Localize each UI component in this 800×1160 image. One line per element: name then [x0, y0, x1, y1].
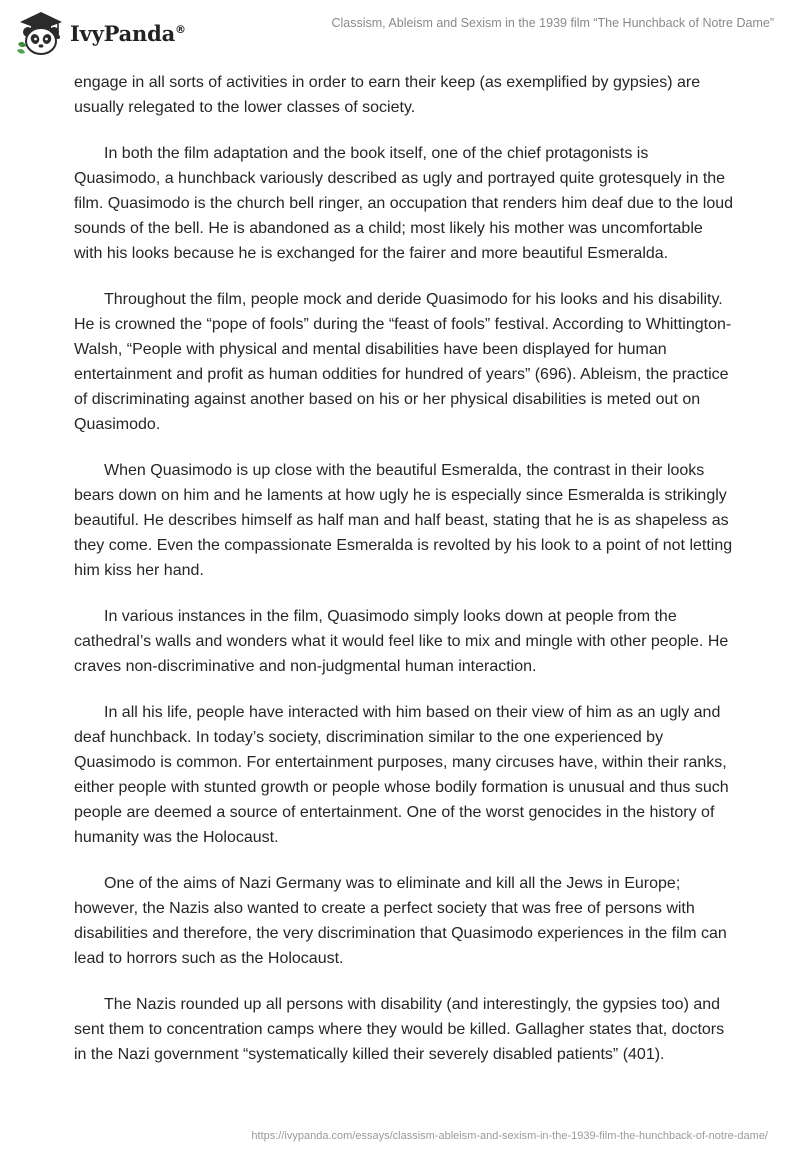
brand-name: IvyPanda® [70, 20, 186, 46]
paragraph: Throughout the film, people mock and deride Quasimodo for his looks and his disability. He is crowned the “pope of fools” during the “feast of fools” festival. According to Whittington-Walsh, “People with physical and mental disabilities have been displayed for human entertainment and profit as human oddities for hundred of years” (696). Ableism, the practice of discriminating against another based on his or her physical disabilities is meted out on Quasimodo. [74, 291, 732, 433]
paragraph: In various instances in the film, Quasimodo simply looks down at people from the cathedral’s walls and wonders what it would feel like to mix and mingle with other people. He craves non-discriminative and non-judgmental human interaction. [74, 608, 729, 675]
paragraph: The Nazis rounded up all persons with disability (and interestingly, the gypsies too) and sent them to concentration camps where they would be killed. Gallagher states that, doctors in the Nazi government “systematically killed their severely disabled patients” (401). [74, 996, 725, 1063]
brand-logo[interactable] [14, 8, 186, 58]
essay-body [74, 70, 734, 1088]
paragraph: In both the film adaptation and the book itself, one of the chief protagonists is Quasimodo, a hunchback variously described as ugly and portrayed quite grotesquely in the film. Quasimodo is the church bell ringer, an occupation that renders him deaf due to the loud sounds of the bell. He is abandoned as a child; most likely his mother was uncomfortable with his looks because he is exchanged for the fairer and more beautiful Esmeralda. [74, 145, 734, 262]
registered-mark: ® [175, 22, 186, 36]
source-url[interactable]: https://ivypanda.com/essays/classism-ableism-and-sexism-in-the-1939-film-the-hunchback-of-notre-dame/ [251, 1130, 768, 1142]
paragraph: engage in all sorts of activities in order to earn their keep (as exemplified by gypsies) are usually relegated to the lower classes of society. [74, 74, 701, 116]
paragraph: When Quasimodo is up close with the beautiful Esmeralda, the contrast in their looks bears down on him and he laments at how ugly he is especially since Esmeralda is strikingly beautiful. He describes himself as half man and half beast, stating that he is as shapeless as they come. Even the compassionate Esmeralda is revolted by his look to a point of not letting him kiss her hand. [74, 462, 733, 579]
document-title: Classism, Ableism and Sexism in the 1939 film “The Hunchback of Notre Dame” [331, 16, 774, 30]
paragraph: One of the aims of Nazi Germany was to eliminate and kill all the Jews in Europe; however, the Nazis also wanted to create a perfect society that was free of persons with disabilities and therefore, the very discrimination that Quasimodo experiences in the film can lead to horrors such as the Holocaust. [74, 875, 727, 967]
paragraph: In all his life, people have interacted with him based on their view of him as an ugly and deaf hunchback. In today’s society, discrimination similar to the one experienced by Quasimodo is common. For entertainment purposes, many circuses have, within their ranks, either people with stunted growth or people whose bodily formation is unusual and thus such people are deemed a source of entertainment. One of the worst genocides in the history of humanity was the Holocaust. [74, 704, 729, 846]
page-header [0, 0, 800, 60]
panda-graduate-icon [14, 8, 68, 58]
